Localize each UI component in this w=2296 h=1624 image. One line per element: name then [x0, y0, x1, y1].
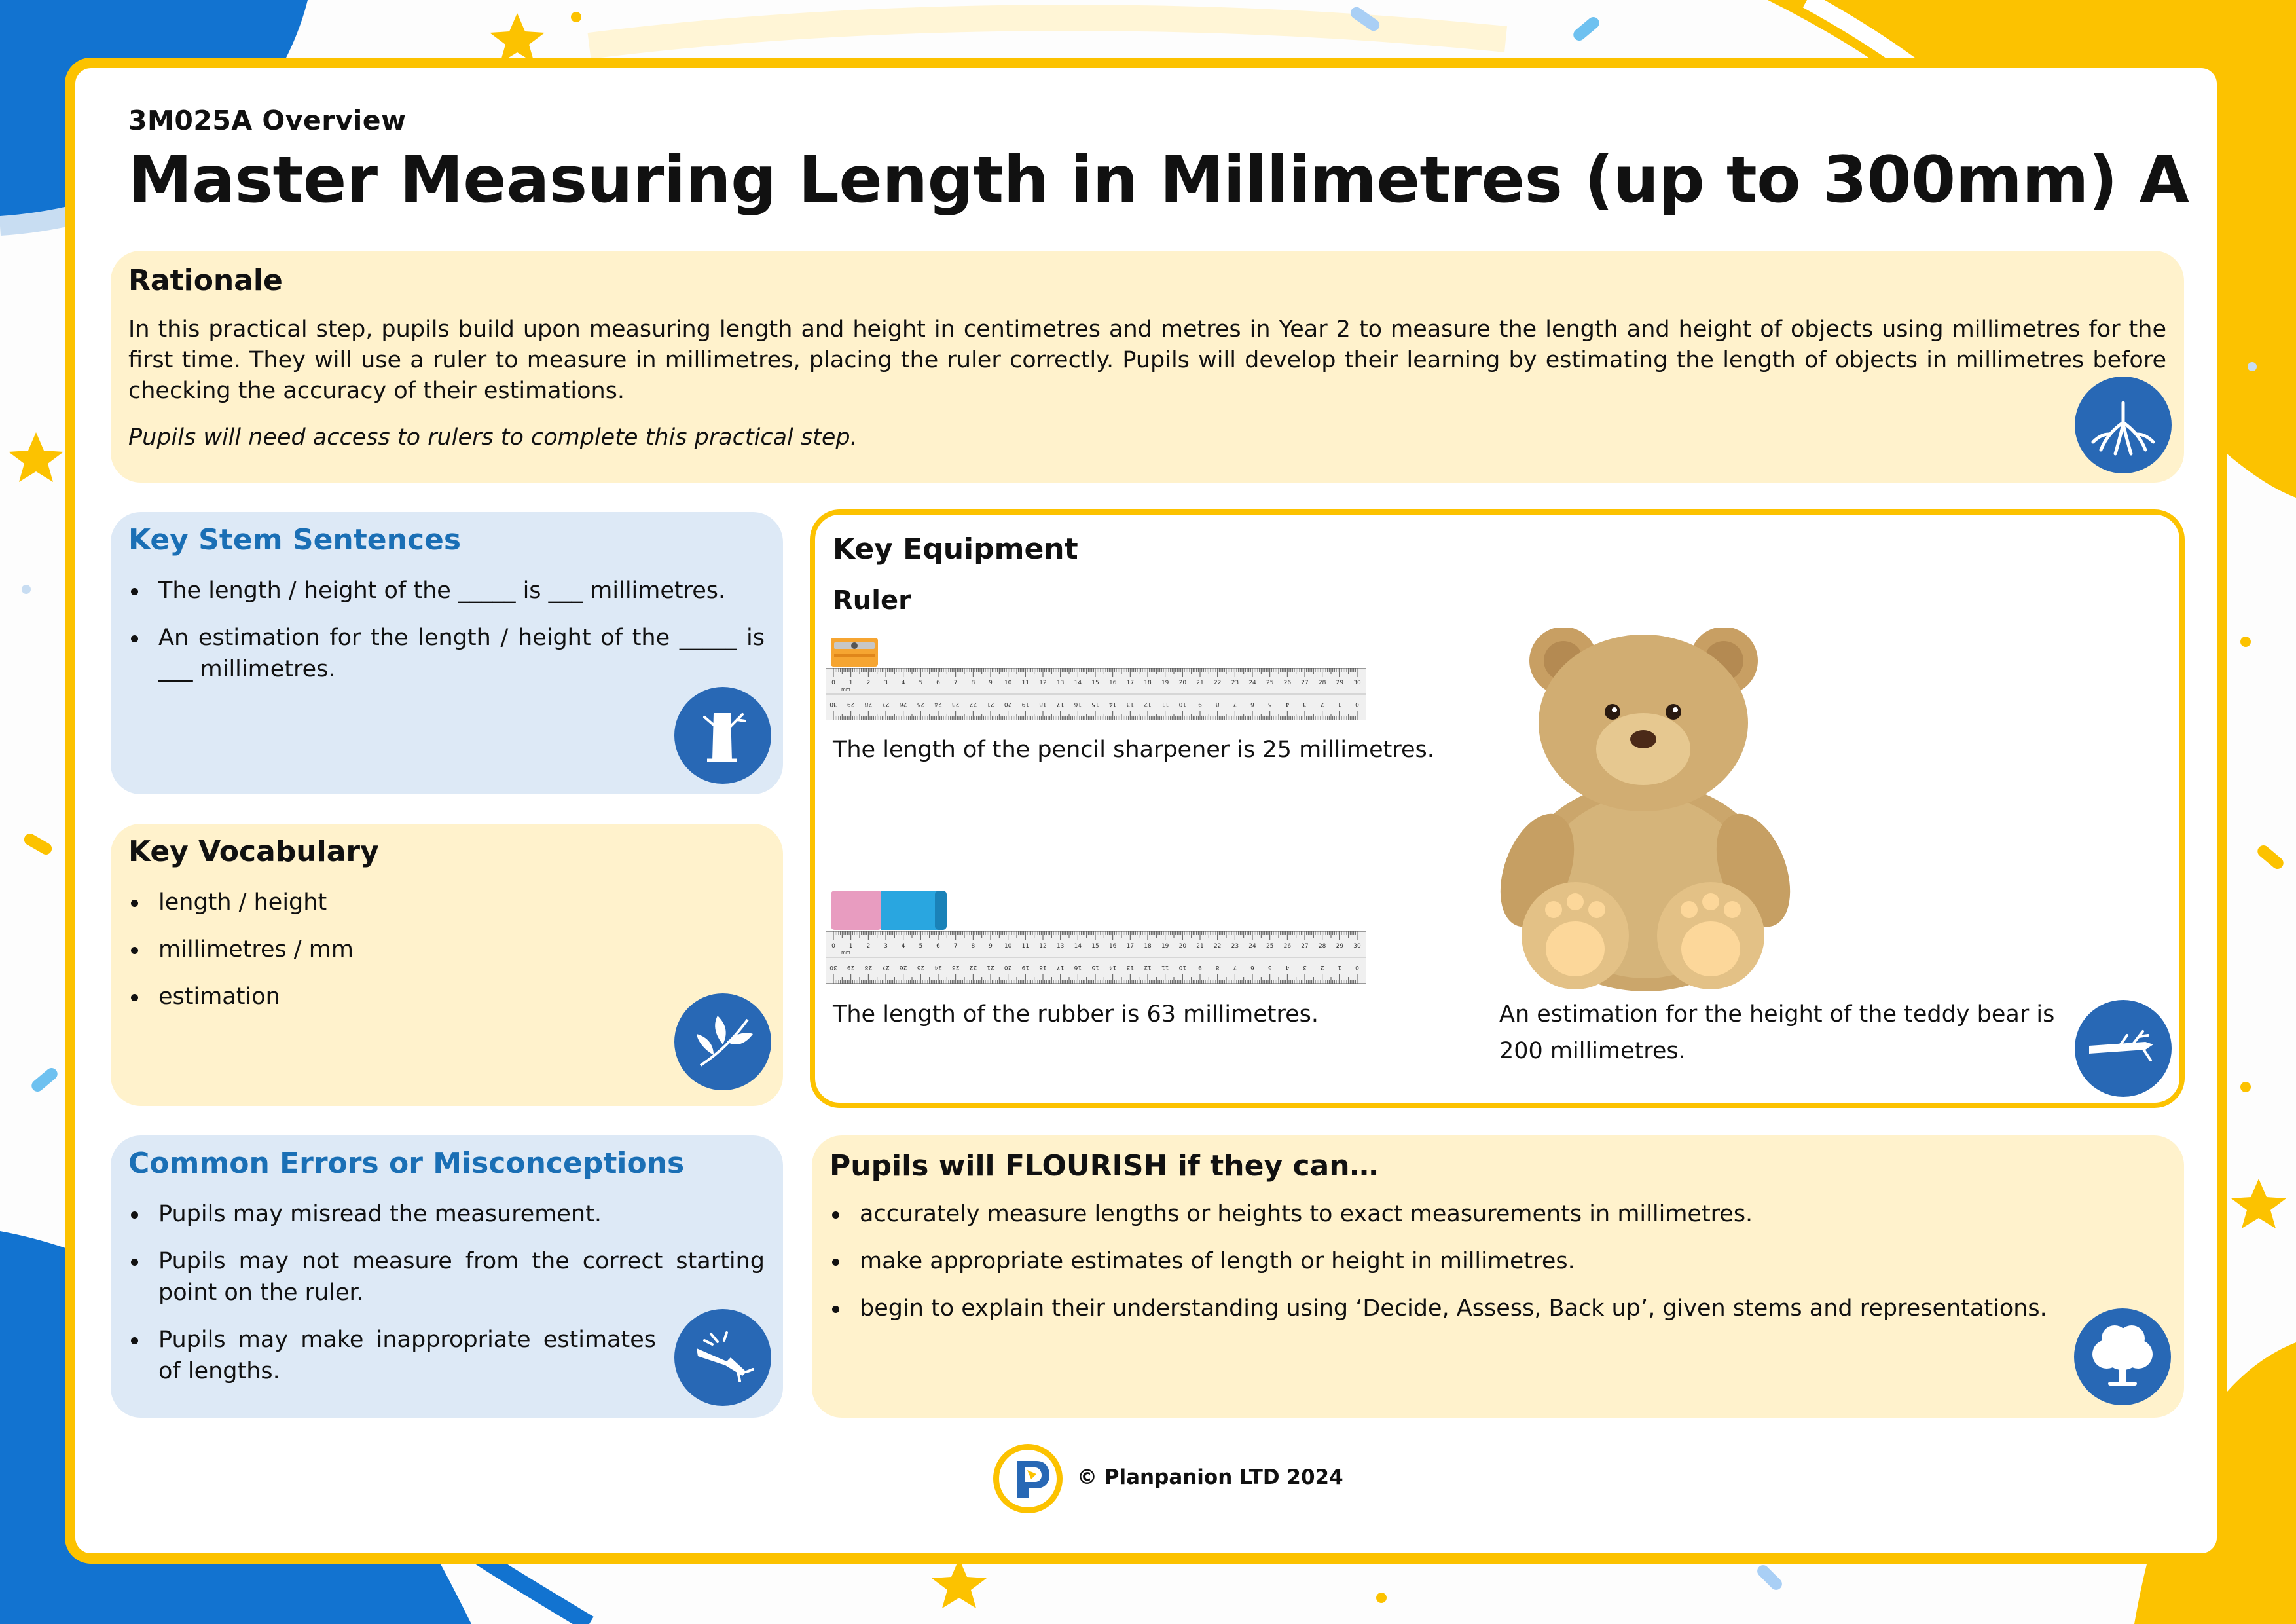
ruler-tick-label: 1: [848, 680, 853, 686]
ruler-unit-label: mm: [841, 687, 850, 692]
ruler-tick-label: 27: [882, 701, 890, 707]
errors-list: [128, 1198, 765, 1403]
ruler-tick-label: 28: [1318, 943, 1326, 950]
ruler-tick-label: 6: [1250, 964, 1254, 970]
ruler-tick-label: 23: [951, 701, 960, 707]
ruler-tick-label: 15: [1091, 680, 1099, 686]
equipment-heading: Key Equipment: [833, 532, 1078, 566]
ruler-tick-label: 9: [989, 943, 993, 950]
tree-icon: [2074, 1308, 2171, 1405]
ruler-tick-label: 14: [1074, 680, 1082, 686]
pencil-sharpener-image: [830, 637, 879, 667]
ruler-tick-label: 6: [936, 943, 940, 950]
ruler-tick-label: 1: [848, 943, 853, 950]
ruler-tick-label: 15: [1091, 964, 1099, 970]
ruler-tick-label: 5: [1267, 701, 1272, 707]
ruler-tick-label: 22: [1213, 943, 1222, 950]
ruler-tick-label: 19: [1161, 943, 1169, 950]
teddy-bear-image: [1498, 628, 1793, 995]
ruler-tick-label: 10: [1004, 680, 1012, 686]
ruler-tick-label: 9: [1198, 964, 1202, 970]
ruler-tick-label: 8: [1215, 701, 1220, 707]
rationale-panel: [111, 251, 2184, 483]
ruler-tick-label: 16: [1074, 964, 1082, 970]
ruler-tick-label: 25: [917, 964, 925, 970]
page-title: Master Measuring Length in Millimetres (up to 300mm) A: [128, 143, 2189, 217]
ruler-tick-label: 10: [1004, 943, 1012, 950]
ruler-tick-label: 20: [1178, 680, 1187, 686]
ruler-tick-label: 2: [866, 680, 871, 686]
ruler-tick-label: 13: [1126, 701, 1135, 707]
ruler-tick-label: 27: [1301, 680, 1309, 686]
ruler-tick-label: 7: [1233, 701, 1237, 707]
list-item: An estimation for the length / height of the _____ is ___ millimetres.: [128, 622, 765, 685]
ruler-tick-label: 25: [1266, 943, 1274, 950]
ruler-tick-label: 19: [1021, 964, 1030, 970]
ruler-tick-label: 14: [1074, 943, 1082, 950]
ruler-tick-label: 5: [919, 680, 923, 686]
equipment-subheading: Ruler: [833, 585, 911, 616]
list-item: The length / height of the _____ is ___ millimetres.: [128, 575, 765, 606]
trunk-icon: [674, 687, 771, 784]
ruler-tick-label: 30: [1353, 680, 1361, 686]
ruler-tick-label: 3: [1303, 701, 1307, 707]
ruler-tick-label: 22: [969, 964, 977, 970]
ruler-tick-label: 30: [829, 964, 837, 970]
ruler-tick-label: 26: [899, 964, 907, 970]
ruler-rubber: [826, 931, 1366, 984]
ruler-tick-label: 21: [987, 964, 994, 970]
flourish-heading: Pupils will FLOURISH if they can…: [829, 1149, 1379, 1183]
ruler-tick-label: 24: [1248, 680, 1256, 686]
ruler-tick-label: 9: [1198, 701, 1202, 707]
ruler-tick-label: 27: [882, 964, 890, 970]
ruler-tick-label: 3: [1303, 964, 1307, 970]
ruler-tick-label: 24: [934, 701, 942, 707]
ruler-tick-label: 1: [1338, 964, 1342, 970]
ruler-tick-label: 11: [1021, 680, 1030, 686]
ruler-tick-label: 25: [917, 701, 925, 707]
ruler-tick-label: 30: [1353, 943, 1361, 950]
ruler-tick-label: 15: [1091, 943, 1099, 950]
list-item: estimation: [128, 981, 718, 1012]
ruler-tick-label: 20: [1004, 964, 1012, 970]
stem-sentences-list: [128, 575, 765, 701]
ruler-tick-label: 28: [1318, 680, 1326, 686]
ruler-unit-label: mm: [841, 950, 850, 955]
ruler-tick-label: 6: [936, 680, 940, 686]
ruler-tick-label: 2: [1320, 964, 1324, 970]
ruler-tick-label: 26: [899, 701, 907, 707]
ruler-tick-label: 2: [1320, 701, 1324, 707]
ruler-tick-label: 29: [847, 701, 855, 707]
ruler-tick-label: 20: [1178, 943, 1187, 950]
sharpener-caption: The length of the pencil sharpener is 25 millimetres.: [833, 737, 1434, 763]
ruler-tick-label: 10: [1178, 964, 1187, 970]
ruler-tick-label: 6: [1250, 701, 1254, 707]
ruler-tick-label: 15: [1091, 701, 1099, 707]
ruler-tick-label: 7: [953, 680, 958, 686]
vocabulary-panel: [111, 824, 783, 1106]
ruler-tick-label: 0: [831, 943, 835, 950]
ruler-tick-label: 26: [1283, 680, 1292, 686]
list-item: millimetres / mm: [128, 934, 718, 965]
ruler-tick-label: 21: [1196, 943, 1204, 950]
ruler-tick-label: 20: [1004, 701, 1012, 707]
ruler-tick-label: 0: [831, 680, 835, 686]
ruler-tick-label: 7: [953, 943, 958, 950]
rationale-heading: Rationale: [128, 264, 283, 297]
copyright-text: © Planpanion LTD 2024: [1077, 1466, 1343, 1489]
flourish-list: [829, 1198, 2139, 1340]
ruler-tick-label: 12: [1144, 701, 1152, 707]
ruler-tick-label: 16: [1074, 701, 1082, 707]
equipment-panel: [810, 509, 2185, 1108]
planpanion-logo-icon: [993, 1444, 1063, 1513]
ruler-tick-label: 14: [1108, 964, 1117, 970]
ruler-tick-label: 22: [969, 701, 977, 707]
list-item: Pupils may make inappropriate estimates of lengths.: [128, 1324, 656, 1387]
ruler-tick-label: 4: [1285, 964, 1290, 970]
stem-sentences-heading: Key Stem Sentences: [128, 523, 462, 557]
ruler-tick-label: 9: [989, 680, 993, 686]
ruler-tick-label: 13: [1126, 964, 1135, 970]
ruler-tick-label: 1: [1338, 701, 1342, 707]
ruler-tick-label: 29: [1336, 943, 1344, 950]
leaves-icon: [674, 993, 771, 1090]
list-item: Pupils may misread the measurement.: [128, 1198, 765, 1230]
broken-branch-icon: [674, 1309, 771, 1406]
ruler-tick-label: 11: [1161, 701, 1169, 707]
ruler-tick-label: 2: [866, 943, 871, 950]
ruler-tick-label: 0: [1355, 701, 1359, 707]
ruler-tick-label: 23: [1231, 943, 1239, 950]
ruler-tick-label: 28: [864, 701, 873, 707]
errors-heading: Common Errors or Misconceptions: [128, 1147, 685, 1180]
rationale-note: Pupils will need access to rulers to complete this practical step.: [128, 424, 858, 451]
ruler-tick-label: 26: [1283, 943, 1292, 950]
ruler-tick-label: 23: [951, 964, 960, 970]
ruler-tick-label: 18: [1144, 943, 1152, 950]
ruler-tick-label: 29: [1336, 680, 1344, 686]
roots-icon: [2075, 377, 2172, 473]
vocabulary-heading: Key Vocabulary: [128, 835, 379, 868]
ruler-tick-label: 12: [1144, 964, 1152, 970]
ruler-tick-label: 23: [1231, 680, 1239, 686]
ruler-tick-label: 21: [1196, 680, 1204, 686]
ruler-tick-label: 4: [901, 680, 905, 686]
ruler-tick-label: 0: [1355, 964, 1359, 970]
rationale-paragraph: In this practical step, pupils build upon measuring length and height in centimetres and metres in Year 2 to measure the length and height of objects using millimetres for the first time. They will use a ruler to measure in millimetres, placing the ruler correctly. Pupils will develop their learning by estimating the length of objects in millimetres before checking the accuracy of their estimations.: [128, 316, 2166, 404]
ruler-tick-label: 18: [1039, 701, 1047, 707]
ruler-tick-label: 22: [1213, 680, 1222, 686]
ruler-tick-label: 7: [1233, 964, 1237, 970]
ruler-tick-label: 11: [1161, 964, 1169, 970]
ruler-tick-label: 10: [1178, 701, 1187, 707]
ruler-tick-label: 24: [1248, 943, 1256, 950]
ruler-tick-label: 18: [1144, 680, 1152, 686]
ruler-tick-label: 13: [1056, 680, 1065, 686]
ruler-tick-label: 27: [1301, 943, 1309, 950]
ruler-tick-label: 12: [1039, 943, 1047, 950]
list-item: length / height: [128, 887, 718, 918]
ruler-tick-label: 13: [1056, 943, 1065, 950]
ruler-tick-label: 8: [971, 680, 975, 686]
ruler-tick-label: 8: [971, 943, 975, 950]
list-item: begin to explain their understanding using ‘Decide, Assess, Back up’, given stems and representations.: [829, 1293, 2139, 1324]
vocabulary-list: [128, 887, 718, 1028]
ruler-sharpener: [826, 668, 1366, 720]
ruler-tick-label: 3: [884, 943, 888, 950]
list-item: Pupils may not measure from the correct starting point on the ruler.: [128, 1246, 765, 1308]
list-item: make appropriate estimates of length or height in millimetres.: [829, 1246, 2139, 1277]
ruler-tick-label: 19: [1021, 701, 1030, 707]
branch-icon: [2075, 1000, 2172, 1097]
ruler-tick-label: 16: [1108, 943, 1117, 950]
ruler-tick-label: 30: [829, 701, 837, 707]
ruler-tick-label: 5: [1267, 964, 1272, 970]
ruler-tick-label: 17: [1126, 680, 1135, 686]
ruler-tick-label: 24: [934, 964, 942, 970]
ruler-tick-label: 18: [1039, 964, 1047, 970]
ruler-tick-label: 4: [1285, 701, 1290, 707]
ruler-tick-label: 16: [1108, 680, 1117, 686]
ruler-tick-label: 11: [1021, 943, 1030, 950]
stem-sentences-panel: [111, 512, 783, 794]
ruler-tick-label: 17: [1126, 943, 1135, 950]
ruler-tick-label: 25: [1266, 680, 1274, 686]
ruler-tick-label: 14: [1108, 701, 1117, 707]
ruler-tick-label: 12: [1039, 680, 1047, 686]
ruler-tick-label: 19: [1161, 680, 1169, 686]
ruler-tick-label: 17: [1056, 964, 1065, 970]
overview-code: 3M025A Overview: [128, 105, 407, 136]
rubber-image: [830, 890, 948, 931]
ruler-tick-label: 4: [901, 943, 905, 950]
ruler-tick-label: 5: [919, 943, 923, 950]
ruler-tick-label: 21: [987, 701, 994, 707]
ruler-tick-label: 8: [1215, 964, 1220, 970]
flourish-panel: [812, 1135, 2184, 1418]
errors-panel: [111, 1135, 783, 1418]
ruler-tick-label: 3: [884, 680, 888, 686]
ruler-tick-label: 29: [847, 964, 855, 970]
teddy-caption: An estimation for the height of the teddy bear is 200 millimetres.: [1499, 1001, 2055, 1064]
ruler-tick-label: 28: [864, 964, 873, 970]
list-item: accurately measure lengths or heights to exact measurements in millimetres.: [829, 1198, 2139, 1230]
ruler-tick-label: 17: [1056, 701, 1065, 707]
rubber-caption: The length of the rubber is 63 millimetres.: [833, 1001, 1319, 1027]
